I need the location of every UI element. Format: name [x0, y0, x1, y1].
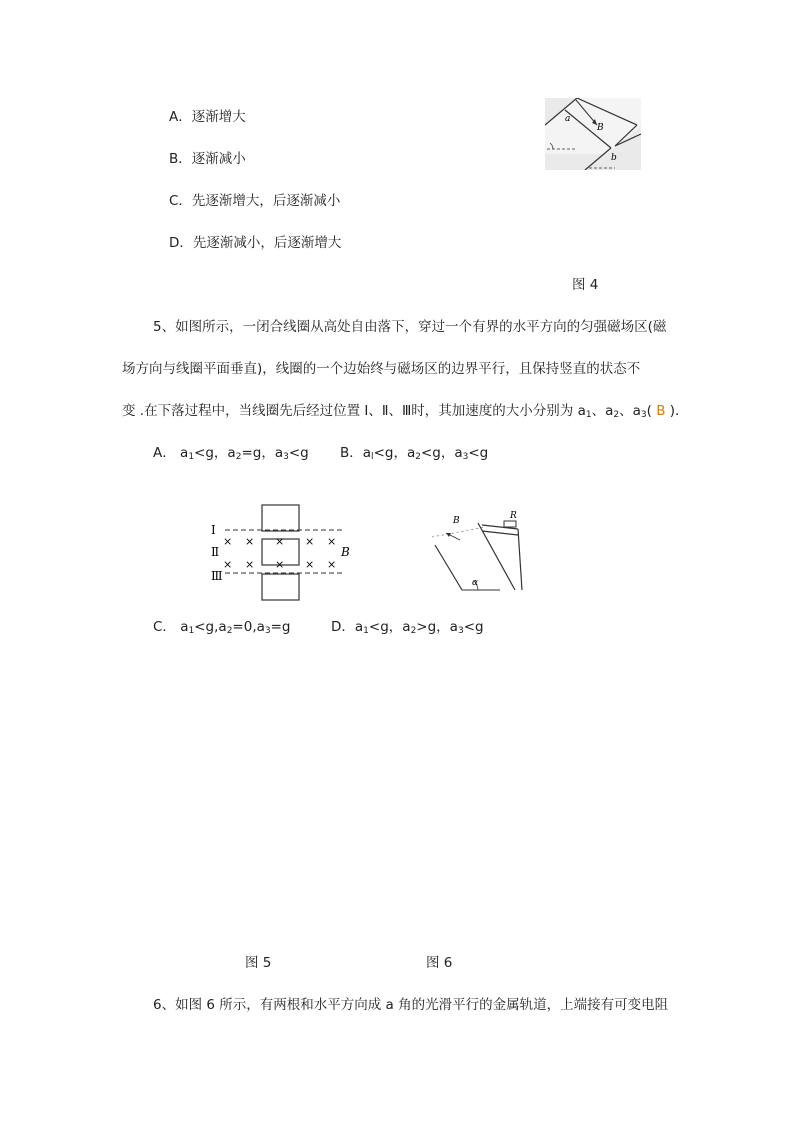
figure-4	[545, 98, 641, 170]
svg-text:×: ×	[305, 558, 315, 571]
q5-option-c: C． $a_1<g,a_2=0,a_3=g$	[153, 619, 291, 636]
svg-text:×: ×	[275, 558, 285, 571]
q5-option-a: A． $a_1<g$，$a_2=g$，$a_3<g$	[153, 445, 309, 462]
fig6-label-field: B	[453, 516, 460, 526]
figure-5	[205, 500, 365, 602]
coil-position-3	[262, 574, 299, 600]
q6-stem-line-1: 6、如图 6 所示，有两根和水平方向成 a 角的光滑平行的金属轨道，上端接有可变电阻	[153, 997, 669, 1013]
q4-option-c: C．先逐渐增大，后逐渐减小	[169, 193, 341, 209]
svg-text:×: ×	[275, 535, 285, 548]
svg-text:×: ×	[245, 558, 255, 571]
q5-stem-line-2: 场方向与线圈平面垂直)，线圈的一个边始终与磁场区的边界平行，且保持竖直的状态不	[122, 361, 641, 377]
svg-text:×: ×	[223, 535, 233, 548]
fig6-label-resistor: R	[510, 511, 517, 521]
rail-left	[435, 545, 462, 590]
fig4-label-b-edge: b	[611, 153, 617, 163]
sliding-rod	[482, 531, 518, 535]
fig5-label-position-1: Ⅰ	[211, 523, 216, 537]
figure-6	[430, 505, 530, 597]
fig4-label-a: a	[565, 114, 571, 124]
q5-stem-line-1: 5、如图所示，一闭合线圈从高处自由落下，穿过一个有界的水平方向的匀强磁场区(磁	[153, 319, 667, 335]
svg-text:×: ×	[245, 535, 255, 548]
q5-option-d: D．$a_1<g$，$a_2>g$，$a_3<g$	[331, 619, 484, 636]
magnetic-field-crosses	[223, 535, 336, 571]
svg-text:×: ×	[223, 558, 233, 571]
fig5-label-position-2: Ⅱ	[211, 545, 220, 559]
figure-4-caption: 图 4	[572, 277, 599, 293]
q5-stem-line-3: 变 .在下落过程中，当线圈先后经过位置 Ⅰ、Ⅱ、Ⅲ时，其加速度的大小分别为 $a_1$、$a_2$、$a_3$( B )．	[122, 403, 689, 420]
q5-answer: B	[656, 403, 666, 419]
fig6-label-angle: α	[472, 578, 479, 588]
figure-5-caption: 图 5	[245, 955, 272, 971]
q4-option-a: A．逐渐增大	[169, 109, 246, 125]
svg-text:×: ×	[327, 535, 337, 548]
svg-text:×: ×	[327, 558, 337, 571]
svg-text:×: ×	[305, 535, 315, 548]
figure-6-caption: 图 6	[426, 955, 453, 971]
fig4-label-b-field: B	[597, 123, 604, 133]
fig5-label-field: B	[341, 545, 350, 559]
q4-option-d: D．先逐渐减小，后逐渐增大	[169, 235, 342, 251]
q5-option-b: B．$a_l<g$，$a_2<g$，$a_3<g$	[340, 445, 489, 462]
fig5-label-position-3: Ⅲ	[211, 569, 223, 583]
q4-option-b: B．逐渐减小	[169, 151, 246, 167]
coil-position-1	[262, 505, 299, 531]
variable-resistor	[504, 521, 516, 527]
